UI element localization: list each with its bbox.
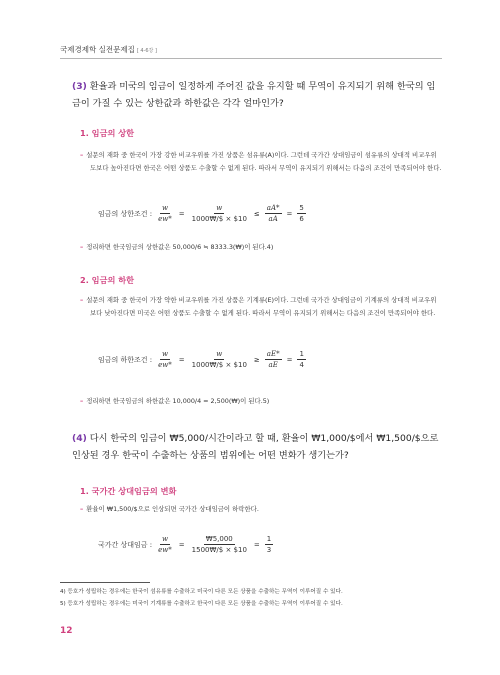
eq2-val-num: 1 — [299, 350, 304, 358]
eq1-w2: w — [216, 204, 223, 212]
section-3-heading: 1. 국가간 상대임금의 변화 — [80, 486, 177, 496]
page-number: 12 — [60, 626, 73, 636]
eq3-w: w — [161, 535, 168, 543]
question-3-number: (3) — [72, 81, 87, 92]
eq2-w2: w — [216, 350, 223, 358]
section-2-paragraph: – 설문의 재화 중 한국이 가장 약한 비교우위를 가진 상품은 기계류(E)이다. 그런데 국가간 상대임금이 기계류의 상대적 비교우위보다 낮아진다면 미국은 어떤 상품도 수출할 수 없게 된다. 따라서 무역이 유지되기 위해서는 다음의 조건이 만족되어야 한다. — [80, 296, 437, 317]
eq3-val-den: 3 — [266, 546, 272, 554]
eq2-val-den: 4 — [299, 361, 304, 369]
section-1-result: – 정리하면 한국임금의 상한값은 50,000/6 ≒ 8333.3(₩)이 된다.4) — [80, 243, 274, 251]
eq1-val-den: 6 — [299, 215, 304, 223]
section-1-heading: 1. 임금의 상한 — [80, 128, 135, 138]
eq1-relation: ≤ — [253, 209, 260, 218]
question-4-number: (4) — [72, 433, 87, 444]
eq2-w: w — [161, 350, 168, 358]
eq3-num: ₩5,000 — [205, 535, 233, 543]
running-header — [60, 44, 157, 55]
eq3-ew: ew* — [158, 546, 172, 554]
footnote-5: 5) 등호가 성립하는 경우에는 미국이 기계류를 수출하고 한국이 다른 모든 상품을 수출하는 무역이 이루어질 수 있다. — [60, 601, 343, 607]
section-3-paragraph-text: 환율이 ₩1,500/$으로 인상되면 국가간 상대임금이 하락한다. — [86, 505, 259, 513]
eq1-label: 임금의 상한조건 : — [98, 209, 153, 218]
relative-wage-equation: 국가간 상대임금 : $\frac{w}{ew*}$ = $\frac{₩5,000}{1500₩/\$ \times \$10}$ = $\frac{1}{3}$ — [98, 535, 272, 554]
eq2-ew: ew* — [158, 361, 172, 369]
section-1-paragraph: – 설문의 재화 중 한국이 가장 강한 비교우위를 가진 상품은 섬유류(A)이다. 그런데 국가간 상대임금이 섬유류의 상대적 비교우위도보다 높아진다면 한국은 어떤 상품도 수출할 수 없게 된다. 따라서 무역이 유지되기 위해서는 다음의 조건이 만족되어야 한다. — [80, 151, 442, 172]
header-tag: [ 4-6강 ] — [136, 48, 157, 54]
eq1-ew: ew* — [158, 215, 172, 223]
section-3-paragraph: – 환율이 ₩1,500/$으로 인상되면 국가간 상대임금이 하락한다. — [80, 505, 259, 513]
question-3 — [72, 78, 442, 112]
footnote-4: 4) 등호가 성립하는 경우에는 한국이 섬유류를 수출하고 미국이 다른 모든 상품을 수출하는 무역이 이루어질 수 있다. — [60, 589, 343, 595]
question-3-text: 환율과 미국의 임금이 일정하게 주어진 값을 유지할 때 무역이 유지되기 위해 한국의 임금이 가질 수 있는 상한값과 하한값은 각각 얼마인가? — [72, 81, 436, 109]
eq1-val-num: 5 — [299, 204, 304, 212]
eq2-relation: ≥ — [253, 355, 260, 364]
section-2-result: – 정리하면 한국임금의 하한값은 10,000/4 = 2,500(₩)이 된다.5) — [80, 397, 270, 405]
section-2-result-text: 정리하면 한국임금의 하한값은 10,000/4 = 2,500(₩)이 된다.5) — [86, 397, 270, 405]
upper-bound-equation: 임금의 상한조건 : $\frac{w}{ew*}$ = $\frac{w}{1000₩/\$ \times \$10}$ ≤ $\frac{aA*}{aA}$ = $\frac{5}{6}$ — [98, 204, 304, 223]
section-1-result-text: 정리하면 한국임금의 상한값은 50,000/6 ≒ 8333.3(₩)이 된다.4) — [86, 243, 274, 251]
eq3-label: 국가간 상대임금 : — [98, 540, 153, 549]
eq2-a: aE — [268, 361, 278, 369]
eq3-val-num: 1 — [266, 535, 272, 543]
section-1-paragraph-text: 설문의 재화 중 한국이 가장 강한 비교우위를 가진 상품은 섬유류(A)이다. 그런데 국가간 상대임금이 섬유류의 상대적 비교우위도보다 높아진다면 한국은 어떤 상품도 수출할 수 없게 된다. 따라서 무역이 유지되기 위해서는 다음의 조건이 만족되어야 한다. — [86, 151, 442, 172]
eq2-a-star: aE* — [266, 350, 280, 358]
eq3-den: 1500₩/$ × $10 — [191, 546, 247, 554]
eq2-label: 임금의 하한조건 : — [98, 355, 153, 364]
section-2-paragraph-text: 설문의 재화 중 한국이 가장 약한 비교우위를 가진 상품은 기계류(E)이다. 그런데 국가간 상대임금이 기계류의 상대적 비교우위보다 낮아진다면 미국은 어떤 상품도 수출할 수 없게 된다. 따라서 무역이 유지되기 위해서는 다음의 조건이 만족되어야 한다. — [86, 296, 437, 317]
header-title: 국제경제학 실전문제집 — [60, 45, 135, 54]
header-rule — [60, 58, 442, 59]
eq1-w: w — [161, 204, 168, 212]
question-4-text: 다시 한국의 임금이 ₩5,000/시간이라고 할 때, 환율이 ₩1,000/$에서 ₩1,500/$으로 인상된 경우 한국이 수출하는 상품의 범위에는 어떤 변화가 생기는가? — [72, 433, 439, 461]
eq1-a: aA — [268, 215, 278, 223]
footnote-rule — [60, 582, 150, 583]
lower-bound-equation: 임금의 하한조건 : $\frac{w}{ew*}$ = $\frac{w}{1000₩/\$ \times \$10}$ ≥ $\frac{aE*}{aE}$ = $\frac{1}{4}$ — [98, 350, 304, 369]
section-2-heading: 2. 임금의 하한 — [80, 275, 135, 285]
question-4 — [72, 430, 442, 464]
eq1-a-star: aA* — [266, 204, 280, 212]
eq1-den: 1000₩/$ × $10 — [191, 215, 247, 223]
eq2-den: 1000₩/$ × $10 — [191, 361, 247, 369]
